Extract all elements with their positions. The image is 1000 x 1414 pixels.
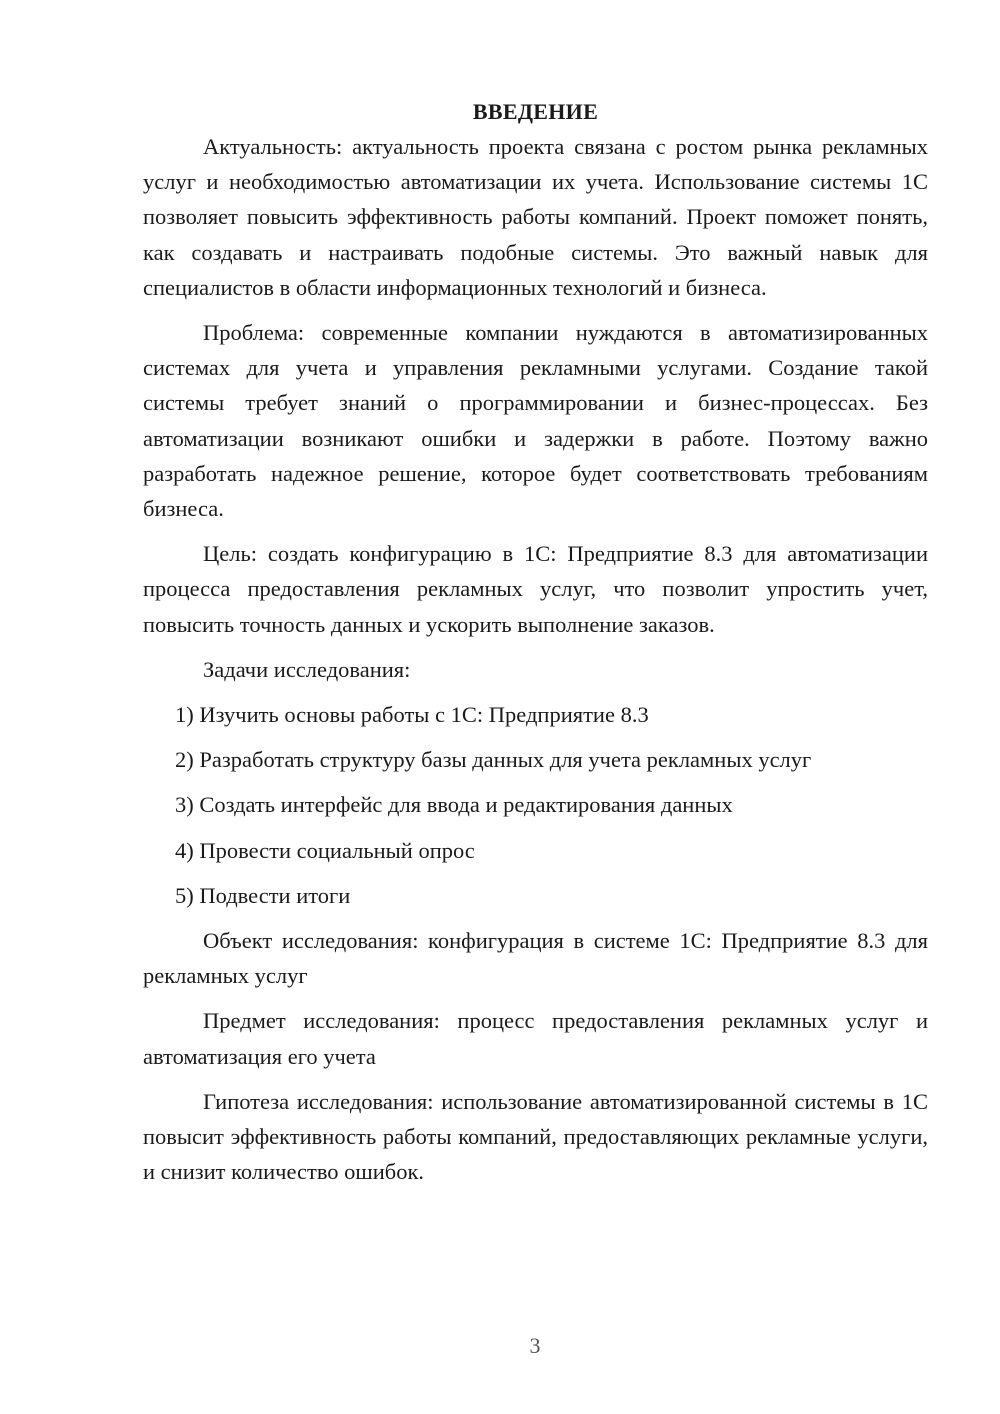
problem-paragraph: Проблема: современные компании нуждаются в автоматизированных системах для учета и управления рекламными услугами. Создание такой системы требует знаний о программировании и бизнес-процессах. Без автоматизации возникают ошибки и задержки в работе. Поэтому важно разработать надежное решение, которое будет соответствовать требованиям бизнеса. xyxy=(143,320,928,522)
list-item: 2) Разработать структуру базы данных для учета рекламных услуг xyxy=(175,747,812,773)
tasks-list xyxy=(143,697,928,913)
list-item: 5) Подвести итоги xyxy=(175,882,351,908)
subject-paragraph: Предмет исследования: процесс предоставления рекламных услуг и автоматизация его учета xyxy=(143,1008,928,1069)
document-page xyxy=(143,95,928,1199)
hypothesis-paragraph: Гипотеза исследования: использование автоматизированной системы в 1С повысит эффективность работы компаний, предоставляющих рекламные услуги, и снизит количество ошибок. xyxy=(143,1088,928,1185)
list-item: 1) Изучить основы работы с 1С: Предприятие 8.3 xyxy=(175,702,649,728)
relevance-paragraph: Актуальность: актуальность проекта связана с ростом рынка рекламных услуг и необходимостью автоматизации их учета. Использование системы 1С позволяет повысить эффективность работы компаний. Проект поможет понять, как создавать и настраивать подобные системы. Это важный навык для специалистов в области информационных технологий и бизнеса. xyxy=(143,134,928,300)
section-title: ВВЕДЕНИЕ xyxy=(472,99,599,124)
tasks-heading: Задачи исследования: xyxy=(203,656,411,682)
goal-paragraph: Цель: создать конфигурацию в 1С: Предприятие 8.3 для автоматизации процесса предоставления рекламных услуг, что позволит упростить учет, повысить точность данных и ускорить выполнение заказов. xyxy=(143,541,928,637)
page-number: 3 xyxy=(529,1333,541,1358)
list-item: 4) Провести социальный опрос xyxy=(175,837,475,863)
object-paragraph: Объект исследования: конфигурация в системе 1С: Предприятие 8.3 для рекламных услуг xyxy=(143,928,928,989)
list-item: 3) Создать интерфейс для ввода и редактирования данных xyxy=(175,792,733,818)
